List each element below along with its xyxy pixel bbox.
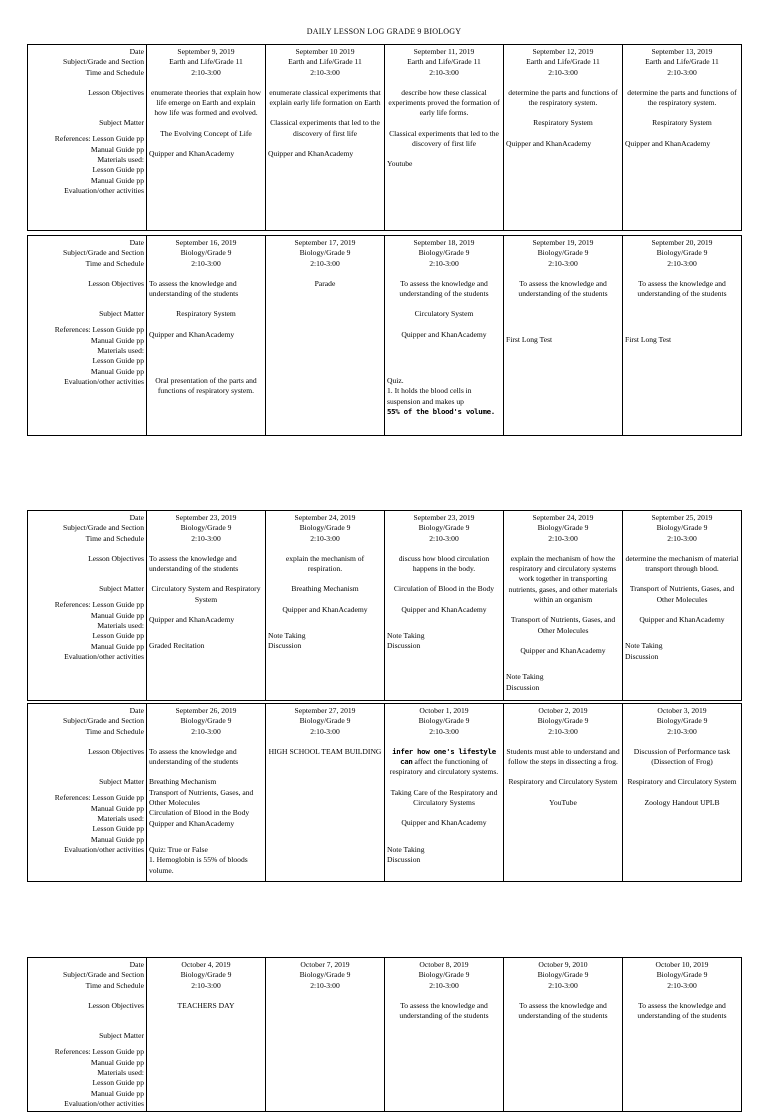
label-time: Time and Schedule xyxy=(85,258,144,268)
label-evaluation: Evaluation/other activities xyxy=(64,844,144,854)
day-date: September 26, 2019 xyxy=(175,706,237,715)
day-date: September 24, 2019 xyxy=(294,513,356,522)
day-subject: Biology/Grade 9 xyxy=(180,523,232,533)
day-objectives: To assess the knowledge and understanding of the students xyxy=(399,278,489,299)
day-subject: Biology/Grade 9 xyxy=(537,523,589,533)
day-evaluation: Note Taking Discussion xyxy=(387,631,425,651)
label-ref-manual: Manual Guide pp xyxy=(90,335,144,345)
day-evaluation: Note Taking Discussion xyxy=(506,672,544,692)
day-cell xyxy=(266,704,385,882)
week-table xyxy=(27,235,742,436)
day-evaluation: Note Taking Discussion xyxy=(268,631,306,651)
day-date: October 9, 2010 xyxy=(538,960,588,969)
day-evaluation: Note Taking Discussion xyxy=(387,844,425,864)
day-header xyxy=(506,706,620,737)
label-date: Date xyxy=(129,706,144,715)
day-subject: Earth and Life/Grade 11 xyxy=(526,57,600,67)
day-objectives: TEACHERS DAY xyxy=(177,1000,235,1010)
label-manual-guide: Manual Guide pp xyxy=(90,834,144,844)
day-time: 2:10-3:00 xyxy=(429,726,459,736)
day-subject-matter: Circulatory System xyxy=(414,309,474,319)
day-subject: Biology/Grade 9 xyxy=(537,248,589,258)
label-lesson-guide: Lesson Guide pp xyxy=(92,165,144,175)
label-lesson-guide: Lesson Guide pp xyxy=(92,356,144,366)
day-header xyxy=(387,706,501,737)
label-date: Date xyxy=(129,238,144,247)
day-time: 2:10-3:00 xyxy=(548,533,578,543)
label-lesson-guide: Lesson Guide pp xyxy=(92,631,144,641)
week-table xyxy=(27,44,742,231)
day-materials: Quipper and KhanAcademy xyxy=(506,138,592,148)
day-objectives: determine the mechanism of material transport through blood. xyxy=(625,553,739,574)
day-cell xyxy=(147,958,266,1112)
day-time: 2:10-3:00 xyxy=(310,980,340,990)
day-subject: Biology/Grade 9 xyxy=(656,716,708,726)
label-subject-grade: Subject/Grade and Section xyxy=(63,716,144,726)
day-evaluation: First Long Test xyxy=(625,335,672,345)
day-subject-matter: Breathing Mechanism xyxy=(291,584,359,594)
day-subject-matter: Taking Care of the Respiratory and Circulatory Systems xyxy=(390,787,498,808)
label-time: Time and Schedule xyxy=(85,980,144,990)
row-labels xyxy=(28,236,147,436)
day-objectives: Parade xyxy=(314,278,336,288)
label-manual-guide: Manual Guide pp xyxy=(90,366,144,376)
day-objectives: determine the parts and functions of the respiratory system. xyxy=(508,87,618,108)
week-row xyxy=(28,511,742,701)
week-row xyxy=(28,236,742,436)
day-header xyxy=(387,47,501,78)
label-objectives: Lesson Objectives xyxy=(88,278,144,288)
day-header xyxy=(625,513,739,544)
label-manual-guide: Manual Guide pp xyxy=(90,1088,144,1098)
week-row xyxy=(28,45,742,231)
label-objectives: Lesson Objectives xyxy=(88,746,144,756)
day-objectives: enumerate theories that explain how life emerge on Earth and explain how life was formed and evolved. xyxy=(150,87,262,118)
day-date: September 16, 2019 xyxy=(175,238,237,247)
day-subject: Biology/Grade 9 xyxy=(537,970,589,980)
label-subject-grade: Subject/Grade and Section xyxy=(63,57,144,67)
day-header xyxy=(625,238,739,269)
evaluation-emphasis: 55% of the blood's volume. xyxy=(387,406,495,416)
day-objectives: Discussion of Performance task (Dissection of Frog) xyxy=(633,746,731,767)
day-header xyxy=(149,960,263,991)
label-date: Date xyxy=(129,960,144,969)
day-materials: YouTube xyxy=(549,797,577,807)
day-header xyxy=(506,47,620,78)
day-objectives: infer how one's lifestyle can affect the functioning of respiratory and circulatory systems. xyxy=(389,746,499,777)
day-subject-matter: Circulation of Blood in the Body xyxy=(393,584,495,594)
day-date: September 19, 2019 xyxy=(532,238,594,247)
day-objectives: To assess the knowledge and understanding of the students xyxy=(149,746,239,767)
label-ref-lesson: References: Lesson Guide pp xyxy=(54,793,144,803)
day-evaluation: Graded Recitation xyxy=(149,641,205,651)
label-objectives: Lesson Objectives xyxy=(88,1000,144,1010)
day-cell xyxy=(623,958,742,1112)
label-ref-lesson: References: Lesson Guide pp xyxy=(54,134,144,144)
day-materials: Quipper and KhanAcademy xyxy=(149,149,235,159)
day-objectives: To assess the knowledge and understanding of the students xyxy=(518,278,608,299)
day-date: September 27, 2019 xyxy=(294,706,356,715)
day-subject-matter: Transport of Nutrients, Gases, and Other Molecules xyxy=(629,584,735,604)
day-materials: Quipper and KhanAcademy xyxy=(639,615,725,625)
label-subject-grade: Subject/Grade and Section xyxy=(63,970,144,980)
day-subject-matter: Respiratory System xyxy=(652,118,712,128)
day-subject: Earth and Life/Grade 11 xyxy=(169,57,243,67)
day-subject: Earth and Life/Grade 11 xyxy=(645,57,719,67)
day-subject: Biology/Grade 9 xyxy=(418,970,470,980)
day-subject: Biology/Grade 9 xyxy=(299,248,351,258)
day-objectives: To assess the knowledge and understanding of the students xyxy=(637,278,727,299)
label-manual-guide: Manual Guide pp xyxy=(90,641,144,651)
label-evaluation: Evaluation/other activities xyxy=(64,651,144,661)
day-header xyxy=(149,513,263,544)
day-time: 2:10-3:00 xyxy=(667,67,697,77)
day-materials: Quipper and KhanAcademy xyxy=(268,149,354,159)
week-table xyxy=(27,510,742,701)
day-subject: Biology/Grade 9 xyxy=(656,248,708,258)
day-materials: Zoology Handout UPLB xyxy=(644,797,720,807)
day-cell xyxy=(623,45,742,231)
label-lesson-guide: Lesson Guide pp xyxy=(92,1078,144,1088)
day-time: 2:10-3:00 xyxy=(548,67,578,77)
day-header xyxy=(506,238,620,269)
day-date: October 4, 2019 xyxy=(181,960,231,969)
day-cell xyxy=(504,511,623,701)
day-time: 2:10-3:00 xyxy=(191,258,221,268)
label-materials: Materials used: xyxy=(97,1068,144,1078)
day-date: October 8, 2019 xyxy=(419,960,469,969)
day-objectives: explain the mechanism of how the respiratory and circulatory systems work together in transporting nutrients, gases, and other materials within an organism xyxy=(508,553,618,605)
day-header xyxy=(268,706,382,737)
day-materials: Quipper and KhanAcademy xyxy=(149,615,235,625)
day-materials: Quipper and KhanAcademy xyxy=(282,604,368,614)
day-date: September 11, 2019 xyxy=(413,47,475,56)
row-labels xyxy=(28,704,147,882)
day-date: September 9, 2019 xyxy=(177,47,235,56)
label-materials: Materials used: xyxy=(97,346,144,356)
day-cell xyxy=(147,236,266,436)
day-materials: Quipper and KhanAcademy xyxy=(149,329,235,339)
week-table xyxy=(27,703,742,882)
day-time: 2:10-3:00 xyxy=(429,258,459,268)
day-cell xyxy=(504,704,623,882)
day-header xyxy=(625,960,739,991)
day-subject-matter: Respiratory System xyxy=(533,118,593,128)
day-time: 2:10-3:00 xyxy=(191,726,221,736)
day-header xyxy=(506,960,620,991)
day-subject: Biology/Grade 9 xyxy=(180,970,232,980)
day-header xyxy=(268,238,382,269)
day-objectives: Students must able to understand and follow the steps in dissecting a frog. xyxy=(506,746,620,767)
day-header xyxy=(387,960,501,991)
day-date: September 12, 2019 xyxy=(532,47,594,56)
day-subject: Biology/Grade 9 xyxy=(418,523,470,533)
day-objectives: enumerate classical experiments that explain early life formation on Earth xyxy=(269,87,381,108)
day-time: 2:10-3:00 xyxy=(310,67,340,77)
week-row xyxy=(28,958,742,1112)
day-date: September 10 2019 xyxy=(295,47,355,56)
day-cell xyxy=(385,958,504,1112)
day-subject: Earth and Life/Grade 11 xyxy=(288,57,362,67)
day-cell xyxy=(266,45,385,231)
day-date: September 18, 2019 xyxy=(413,238,475,247)
day-subject-matter: Transport of Nutrients, Gases, and Other Molecules xyxy=(510,615,616,635)
day-cell xyxy=(147,511,266,701)
day-cell xyxy=(385,45,504,231)
day-time: 2:10-3:00 xyxy=(310,726,340,736)
label-subject-matter: Subject Matter xyxy=(99,777,144,787)
day-subject-matter: Respiratory and Circulatory System xyxy=(508,777,618,787)
label-ref-manual: Manual Guide pp xyxy=(90,610,144,620)
row-labels xyxy=(28,511,147,701)
day-materials: Quipper and KhanAcademy xyxy=(401,329,487,339)
day-materials: Quipper and KhanAcademy xyxy=(625,138,711,148)
day-time: 2:10-3:00 xyxy=(667,258,697,268)
label-objectives: Lesson Objectives xyxy=(88,87,144,97)
day-subject-matter: Classical experiments that led to the discovery of first life xyxy=(270,118,380,138)
day-objectives: describe how these classical experiments proved the formation of early life forms. xyxy=(388,87,500,118)
day-subject-matter: The Evolving Concept of Life xyxy=(160,128,252,138)
label-subject-matter: Subject Matter xyxy=(99,309,144,319)
day-objectives: HIGH SCHOOL TEAM BUILDING xyxy=(268,746,382,756)
day-evaluation: First Long Test xyxy=(506,335,553,345)
label-time: Time and Schedule xyxy=(85,67,144,77)
day-subject: Biology/Grade 9 xyxy=(656,970,708,980)
day-date: September 23, 2019 xyxy=(413,513,475,522)
label-date: Date xyxy=(129,513,144,522)
label-materials: Materials used: xyxy=(97,814,144,824)
label-lesson-guide: Lesson Guide pp xyxy=(92,824,144,834)
day-time: 2:10-3:00 xyxy=(548,980,578,990)
day-objectives: discuss how blood circulation happens in the body. xyxy=(398,553,490,574)
label-materials: Materials used: xyxy=(97,621,144,631)
label-evaluation: Evaluation/other activities xyxy=(64,185,144,195)
day-objectives: To assess the knowledge and understanding of the students xyxy=(149,553,239,574)
label-ref-manual: Manual Guide pp xyxy=(90,803,144,813)
day-time: 2:10-3:00 xyxy=(191,980,221,990)
day-time: 2:10-3:00 xyxy=(429,980,459,990)
day-date: September 25, 2019 xyxy=(651,513,713,522)
label-ref-lesson: References: Lesson Guide pp xyxy=(54,1047,144,1057)
day-time: 2:10-3:00 xyxy=(429,67,459,77)
label-date: Date xyxy=(129,47,144,56)
objectives-emphasis: infer how one's lifestyle can xyxy=(392,746,496,767)
day-objectives: To assess the knowledge and understanding of the students xyxy=(637,1000,727,1021)
day-header xyxy=(268,960,382,991)
day-cell xyxy=(504,45,623,231)
day-date: October 2, 2019 xyxy=(538,706,588,715)
day-cell xyxy=(266,236,385,436)
day-time: 2:10-3:00 xyxy=(548,726,578,736)
day-materials: Youtube xyxy=(387,159,413,169)
label-ref-lesson: References: Lesson Guide pp xyxy=(54,325,144,335)
day-date: September 20, 2019 xyxy=(651,238,713,247)
day-date: October 7, 2019 xyxy=(300,960,350,969)
label-subject-matter: Subject Matter xyxy=(99,118,144,128)
day-evaluation: Quiz: True or False 1. Hemoglobin is 55% of bloods volume. xyxy=(149,844,248,875)
day-subject: Biology/Grade 9 xyxy=(418,248,470,258)
day-date: September 13, 2019 xyxy=(651,47,713,56)
day-cell xyxy=(147,45,266,231)
day-time: 2:10-3:00 xyxy=(429,533,459,543)
day-objectives: explain the mechanism of respiration. xyxy=(285,553,365,574)
day-header xyxy=(268,513,382,544)
day-objectives: To assess the knowledge and understanding of the students xyxy=(399,1000,489,1021)
label-ref-lesson: References: Lesson Guide pp xyxy=(54,600,144,610)
day-materials: Quipper and KhanAcademy xyxy=(520,645,606,655)
day-header xyxy=(149,706,263,737)
day-subject-matter: Circulatory System and Respiratory System xyxy=(151,584,261,604)
day-header xyxy=(149,238,263,269)
label-materials: Materials used: xyxy=(97,155,144,165)
week-row xyxy=(28,704,742,882)
day-objectives: To assess the knowledge and understanding of the students xyxy=(518,1000,608,1021)
day-evaluation: Note Taking Discussion xyxy=(625,641,663,661)
day-time: 2:10-3:00 xyxy=(667,980,697,990)
day-header xyxy=(149,47,263,78)
day-cell xyxy=(623,511,742,701)
day-materials: Quipper and KhanAcademy xyxy=(401,604,487,614)
label-evaluation: Evaluation/other activities xyxy=(64,376,144,386)
label-objectives: Lesson Objectives xyxy=(88,553,144,563)
day-subject: Biology/Grade 9 xyxy=(299,716,351,726)
day-date: September 24, 2019 xyxy=(532,513,594,522)
day-time: 2:10-3:00 xyxy=(310,258,340,268)
day-header xyxy=(625,706,739,737)
label-subject-grade: Subject/Grade and Section xyxy=(63,523,144,533)
day-cell xyxy=(266,958,385,1112)
label-manual-guide: Manual Guide pp xyxy=(90,175,144,185)
day-cell xyxy=(147,704,266,882)
day-subject-matter: Breathing Mechanism Transport of Nutrients, Gases, and Other Molecules Circulation of Blood in the Body Quipper and KhanAcademy xyxy=(149,777,254,828)
day-header xyxy=(268,47,382,78)
day-time: 2:10-3:00 xyxy=(548,258,578,268)
label-time: Time and Schedule xyxy=(85,533,144,543)
document-title: DAILY LESSON LOG GRADE 9 BIOLOGY xyxy=(306,27,462,36)
day-cell xyxy=(266,511,385,701)
day-evaluation: Quiz. 1. It holds the blood cells in suspension and makes up xyxy=(387,376,472,406)
day-objectives: determine the parts and functions of the respiratory system. xyxy=(627,87,737,108)
week-table xyxy=(27,957,742,1112)
day-subject-matter: Classical experiments that led to the discovery of first life xyxy=(389,128,499,149)
label-time: Time and Schedule xyxy=(85,726,144,736)
label-ref-manual: Manual Guide pp xyxy=(90,1057,144,1067)
day-subject: Earth and Life/Grade 11 xyxy=(407,57,481,67)
day-materials: Quipper and KhanAcademy xyxy=(401,818,487,828)
row-labels xyxy=(28,45,147,231)
day-evaluation: Oral presentation of the parts and functions of respiratory system. xyxy=(155,376,257,396)
day-subject-matter: Respiratory and Circulatory System xyxy=(627,777,737,787)
day-subject: Biology/Grade 9 xyxy=(656,523,708,533)
day-subject: Biology/Grade 9 xyxy=(537,716,589,726)
day-header xyxy=(506,513,620,544)
day-cell xyxy=(385,704,504,882)
day-date: September 23, 2019 xyxy=(175,513,237,522)
day-cell xyxy=(504,958,623,1112)
day-cell xyxy=(623,704,742,882)
day-subject: Biology/Grade 9 xyxy=(418,716,470,726)
day-date: October 10, 2019 xyxy=(655,960,709,969)
day-time: 2:10-3:00 xyxy=(667,726,697,736)
day-header xyxy=(625,47,739,78)
day-time: 2:10-3:00 xyxy=(310,533,340,543)
day-time: 2:10-3:00 xyxy=(191,533,221,543)
day-subject-matter: Respiratory System xyxy=(176,309,236,319)
day-time: 2:10-3:00 xyxy=(667,533,697,543)
day-cell xyxy=(385,511,504,701)
day-subject: Biology/Grade 9 xyxy=(180,248,232,258)
label-evaluation: Evaluation/other activities xyxy=(64,1098,144,1108)
day-header xyxy=(387,238,501,269)
day-cell xyxy=(385,236,504,436)
day-subject: Biology/Grade 9 xyxy=(180,716,232,726)
row-labels xyxy=(28,958,147,1112)
day-cell xyxy=(623,236,742,436)
label-subject-matter: Subject Matter xyxy=(99,1031,144,1041)
day-cell xyxy=(504,236,623,436)
day-date: October 3, 2019 xyxy=(657,706,707,715)
day-date: September 17, 2019 xyxy=(294,238,356,247)
label-subject-matter: Subject Matter xyxy=(99,584,144,594)
label-ref-manual: Manual Guide pp xyxy=(90,144,144,154)
day-objectives: To assess the knowledge and understanding of the students xyxy=(149,278,239,299)
day-date: October 1, 2019 xyxy=(419,706,469,715)
day-time: 2:10-3:00 xyxy=(191,67,221,77)
label-subject-grade: Subject/Grade and Section xyxy=(63,248,144,258)
day-subject: Biology/Grade 9 xyxy=(299,523,351,533)
day-subject: Biology/Grade 9 xyxy=(299,970,351,980)
day-header xyxy=(387,513,501,544)
